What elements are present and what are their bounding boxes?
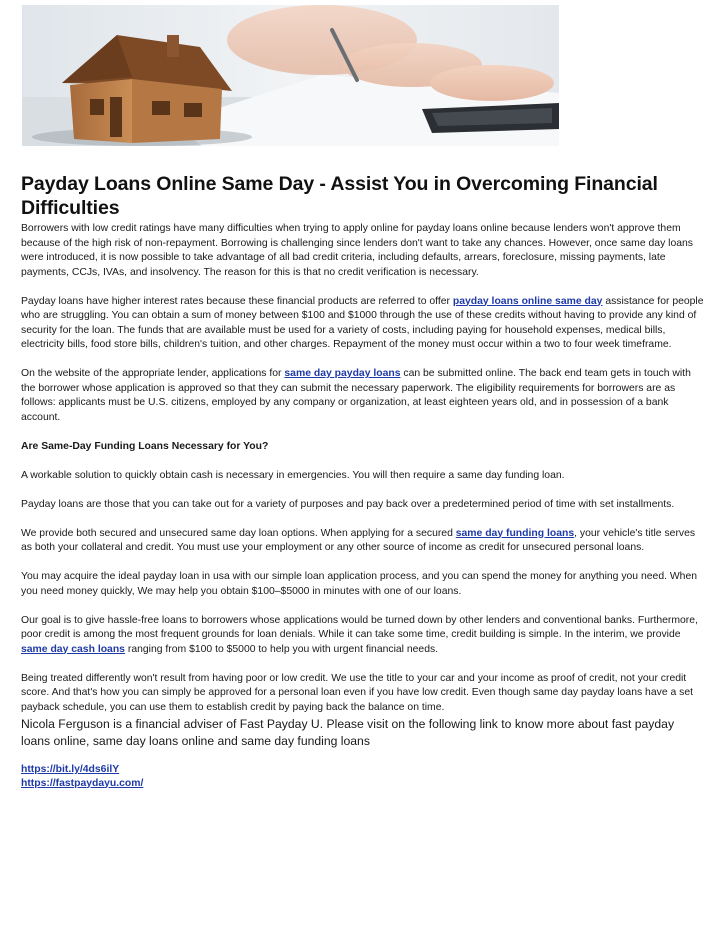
house-and-hand-illustration	[22, 5, 559, 146]
article-title: Payday Loans Online Same Day - Assist You in Overcoming Financial Difficulties	[21, 173, 658, 219]
article	[21, 172, 706, 790]
section-subheading: Are Same-Day Funding Loans Necessary for You?	[21, 440, 269, 452]
link-bitly[interactable]: https://bit.ly/4ds6ilY	[21, 764, 120, 775]
link-same-day-funding-loans[interactable]: same day funding loans	[455, 527, 575, 539]
paragraph-credit: Being treated differently won't result from having poor or low credit. We use the title to your car and your income as proof of credit, not your credit score. And that's how you can simply be approved for a personal loan even if you have low credit. Even though same day payday loans have a set payback schedule, you can use them to establish credit by paying back the balance on time.	[21, 672, 694, 713]
paragraph-intro: Borrowers with low credit ratings have many difficulties when trying to apply online for payday loans online because lenders won't approve them because of the high risk of non-repayment. Borrowing is challenging since lenders don't want to take any chances. However, once same day loans were introduced, it is now possible to take advantage of all bad credit criteria, including defaults, arrears, foreclosure, missing payments, late payments, CCJs, IVAs, and insolvency. The reason for this is that no credit verification is necessary.	[21, 223, 693, 278]
reference-links	[21, 763, 706, 790]
author-bio: Nicola Ferguson is a financial adviser of Fast Payday U. Please visit on the following link to know more about fast payday loans online, same day loans online and same day funding loans	[21, 717, 675, 748]
link-same-day-payday-loans[interactable]: same day payday loans	[284, 368, 401, 379]
paragraph-applications: On the website of the appropriate lender, applications for same day payday loans can be submitted online. The back end team gets in touch with the borrower whose application is approved so that they can submit the necessary paperwork. The eligibility requirements for borrowers are as follows: applicants must be U.S. citizens, employed by any company or organization, at least eighteen years old, and in possession of a bank account.	[21, 368, 691, 423]
paragraph-definition: Payday loans are those that you can take out for a variety of purposes and pay back over a predetermined period of time with set installments.	[21, 498, 675, 510]
paragraph-application-process: You may acquire the ideal payday loan in usa with our simple loan application process, and you can spend the money for anything you need. When you need money quickly, We may help you obtain $100–$5000 in minutes with one of our loans.	[21, 571, 698, 597]
hero-image	[22, 5, 559, 146]
paragraph-our-goal: Our goal is to give hassle-free loans to borrowers whose applications would be turned down by other lenders and conventional banks. Furthermore, poor credit is among the most frequent grounds for loan denials. While it can take some time, credit building is simple. In the interim, we provide same day cash loans ranging from $100 to $5000 to help you with urgent financial needs.	[21, 614, 698, 655]
paragraph-interest-rates: Payday loans have higher interest rates because these financial products are referred to offer payday loans online same day assistance for people who are struggling. You can obtain a sum of money between $100 and $1000 through the use of these credits without having to provide any kind of security for the loan. The funds that are available must be used for a variety of costs, including paying for household expenses, medical bills, electricity bills, food store bills, children's tuition, and other charges. Repayment of the money must occur within a two to four week timeframe.	[21, 295, 704, 350]
paragraph-secured-unsecured: We provide both secured and unsecured same day loan options. When applying for a secured same day funding loans, your vehicle's title serves as both your collateral and credit. You must use your employment or any other source of income as credit for unsecured personal loans.	[21, 527, 696, 553]
link-same-day-cash-loans[interactable]: same day cash loans	[21, 643, 125, 655]
paragraph-emergency: A workable solution to quickly obtain cash is necessary in emergencies. You will then require a same day funding loan.	[21, 469, 565, 481]
link-payday-loans-online-same-day[interactable]: payday loans online same day	[452, 295, 603, 307]
link-fastpaydayu[interactable]: https://fastpaydayu.com/	[21, 777, 144, 789]
